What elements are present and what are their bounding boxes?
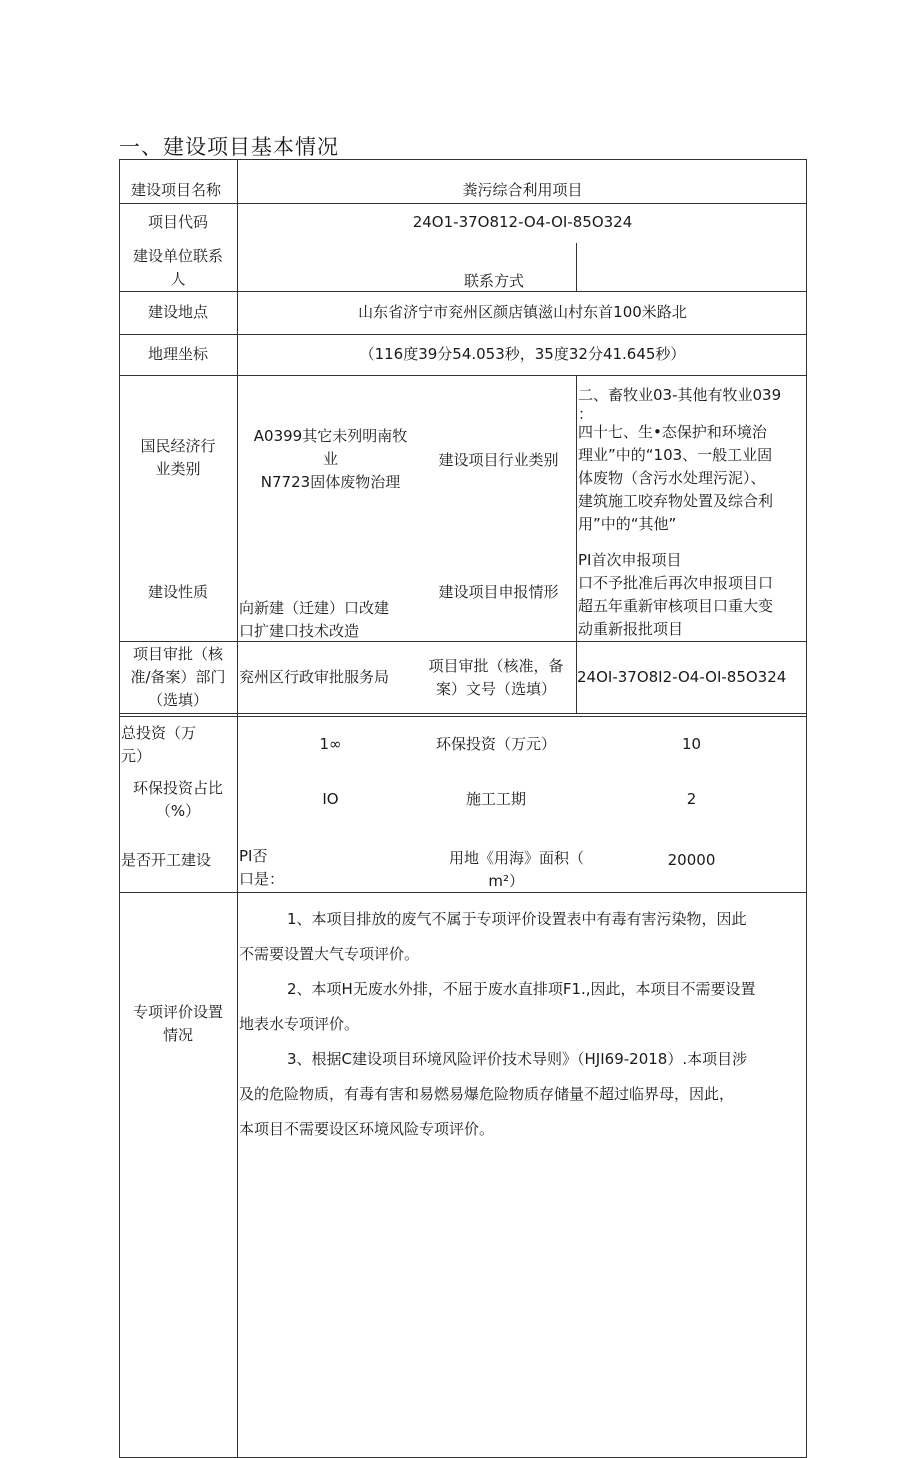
column-divider: [576, 243, 577, 291]
econ-label-line: 国民经济行: [140, 437, 216, 455]
report-value-line: 超五年重新审核项目口重大变: [578, 597, 774, 615]
approval-no-label-line: 项目审批（核准，备: [428, 657, 564, 675]
approval-dept-label-line: 项目审批（核: [132, 645, 223, 663]
area-label-line: m²）: [488, 872, 524, 890]
contact-method-label: 联系方式: [463, 272, 524, 290]
started-value-line: 口是：: [239, 870, 285, 888]
row-divider: [119, 716, 807, 717]
code-label: 项目代码: [147, 213, 208, 231]
approval-no-value: 24OI-37O8I2-O4-OI-85O324: [577, 668, 787, 686]
approval-dept-label-line: （选填）: [147, 691, 208, 709]
ratio-label-line: 环保投资占比: [132, 779, 223, 797]
special-eval-content: [239, 908, 805, 1141]
code-value: 24O1-37O812-O4-OI-85O324: [412, 213, 633, 231]
area-label-line: 用地《用海》面积（: [448, 849, 584, 867]
land-area-value: 20000: [667, 851, 716, 869]
construction-period-label: 施工工期: [465, 790, 526, 808]
invest-label-line: 元）: [121, 747, 152, 765]
special-para-line: 及的危险物质，有毒有害和易燃易爆危险物质存储量不超过临界母，因此，: [239, 1085, 735, 1103]
industry-value-line: 用”中的“其他”: [578, 515, 677, 533]
report-situation-label: 建设项目申报情形: [438, 583, 559, 601]
env-investment-value: 10: [681, 735, 702, 753]
approval-dept-label-line: 准/备案）部门: [130, 668, 226, 686]
econ-value-line: N7723固体废物治理: [260, 473, 401, 491]
special-label-line: 情况: [162, 1026, 193, 1044]
started-label: 是否开工建设: [121, 851, 212, 869]
special-para-line: 1、本项目排放的废气不属于专项评价设置表中有毒有害污染物，因此: [287, 910, 747, 928]
approval-dept-label: [119, 643, 237, 712]
contact-label-line: 人: [170, 270, 186, 288]
construction-nature-label: 建设性质: [147, 583, 208, 601]
project-info-table: [119, 159, 807, 1457]
name-label: 建设项目名称: [130, 181, 221, 199]
special-para-line: 不需要设置大气专项评价。: [239, 945, 420, 963]
land-area-label: [414, 847, 584, 893]
row-divider: [119, 334, 807, 335]
econ-category-label: [119, 435, 237, 481]
total-investment-label: [121, 722, 235, 768]
coord-label: 地理坐标: [147, 345, 208, 363]
nature-value-line: 向新建（迁建）口改建: [239, 599, 390, 617]
industry-value-line: 四十七、生•态保护和环境治: [578, 423, 767, 441]
industry-category-value: [578, 384, 806, 536]
invest-label-line: 总投资（万: [121, 724, 197, 742]
industry-value-line: 二、畜牧业03-其他有牧业039: [578, 386, 782, 404]
report-value-line: 口不予批准后再次申报项目口: [578, 574, 774, 592]
row-divider: [119, 713, 807, 714]
row-divider: [119, 203, 807, 204]
row-divider: [119, 641, 807, 642]
industry-category-label: 建设项目行业类别: [438, 451, 559, 469]
env-investment-label: 环保投资（万元）: [435, 735, 556, 753]
industry-value-line: 体废物（含污水处理污泥）、: [578, 469, 766, 487]
approval-no-label-line: 案）文号（选填）: [435, 680, 556, 698]
started-value: [239, 845, 339, 891]
row-divider: [119, 375, 807, 376]
special-para-line: 本项目不需要设区环境风险专项评价。: [239, 1120, 495, 1138]
table-border-top: [119, 159, 807, 160]
special-label-line: 专项评价设置: [132, 1003, 223, 1021]
special-para-line: 地表水专项评价。: [239, 1015, 360, 1033]
construction-nature-value: [239, 597, 424, 643]
econ-label-line: 业类别: [155, 460, 201, 478]
location-label: 建设地点: [147, 303, 208, 321]
econ-category-value: [238, 425, 423, 494]
location-value: 山东省济宁市兖州区颜店镇滋山村东首100米路北: [358, 303, 687, 321]
contact-person-label: [119, 245, 237, 291]
industry-value-line: 建筑施工咬弃物处置及综合利: [578, 492, 774, 510]
special-para-line: 2、本项H无废水外排，不屈于废水直排项F1.,因此，本项目不需要设置: [287, 980, 756, 998]
construction-period-value: 2: [686, 790, 697, 808]
name-value: 粪污综合利用项目: [462, 181, 583, 199]
econ-value-line: 业: [322, 450, 338, 468]
report-situation-value: [578, 549, 806, 641]
industry-value-line: ：: [578, 405, 594, 423]
ratio-label-line: （%）: [155, 802, 201, 820]
section-heading: 一、建设项目基本情况: [119, 135, 339, 159]
env-ratio-value: IO: [322, 790, 339, 808]
special-eval-label: [119, 1001, 237, 1047]
env-ratio-label: [119, 777, 237, 823]
report-value-line: PI首次申报项目: [578, 551, 682, 569]
started-value-line: PI否: [239, 847, 268, 865]
coord-value: （116度39分54.053秒，35度32分41.645秒）: [359, 345, 686, 363]
report-value-line: 动重新报批项目: [578, 620, 684, 638]
econ-value-line: A0399其它未列明南牧: [253, 427, 408, 445]
column-divider: [576, 375, 577, 641]
total-investment-value: 1∞: [319, 735, 342, 753]
approval-dept-value: 兖州区行政审批服务局: [239, 668, 390, 686]
special-para-line: 3、根据C建设项目环境风险评价技术导则》（HJI69-2018）.本项目涉: [287, 1050, 748, 1068]
nature-value-line: 口扩建口技术改造: [239, 622, 360, 640]
industry-value-line: 理业”中的“103、一般工业固: [578, 446, 773, 464]
contact-label-line: 建设单位联系: [132, 247, 223, 265]
approval-no-label: [416, 655, 576, 701]
